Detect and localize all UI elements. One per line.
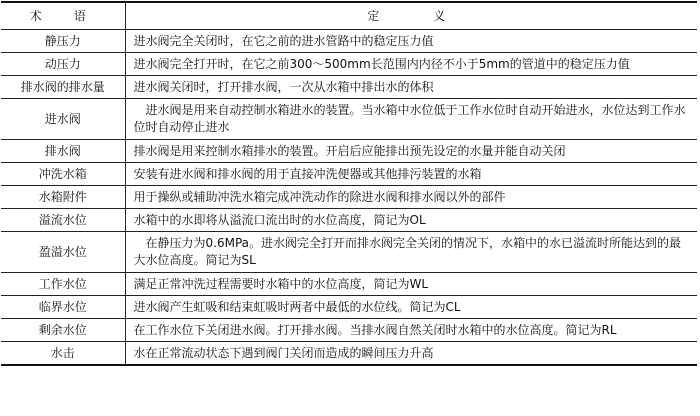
term-cell: 溢流水位	[1, 209, 125, 232]
header-term: 术 语	[1, 2, 125, 30]
table-row	[1, 163, 697, 186]
table-row	[1, 273, 697, 296]
term-cell: 水箱附件	[1, 186, 125, 209]
table-row	[1, 30, 697, 53]
header-definition: 定 义	[125, 2, 697, 30]
table-row	[1, 342, 697, 366]
definition-cell: 满足正常冲洗过程需要时水箱中的水位高度，简记为WL	[125, 273, 697, 296]
term-cell: 冲洗水箱	[1, 163, 125, 186]
term-cell: 临界水位	[1, 296, 125, 319]
term-cell: 排水阀的排水量	[1, 76, 125, 99]
table-row	[1, 209, 697, 232]
table-row	[1, 140, 697, 163]
table-row	[1, 53, 697, 76]
definition-cell: 进水阀是用来自动控制水箱进水的装置。当水箱中水位低于工作水位时自动开始进水，水位达到工作水位时自动停止进水	[125, 99, 697, 140]
table-row	[1, 232, 697, 273]
term-cell: 水击	[1, 342, 125, 366]
definition-cell: 水箱中的水即将从溢流口流出时的水位高度，简记为OL	[125, 209, 697, 232]
term-cell: 盈溢水位	[1, 232, 125, 273]
table-header-row	[1, 2, 697, 30]
term-cell: 进水阀	[1, 99, 125, 140]
table-row	[1, 319, 697, 342]
table-row	[1, 76, 697, 99]
term-cell: 动压力	[1, 53, 125, 76]
definition-cell: 进水阀关闭时，打开排水阀，一次从水箱中排出水的体积	[125, 76, 697, 99]
table-row	[1, 99, 697, 140]
definition-cell: 排水阀是用来控制水箱排水的装置。开启后应能排出预先设定的水量并能自动关闭	[125, 140, 697, 163]
definition-cell: 在静压力为0.6MPa。进水阀完全打开而排水阀完全关闭的情况下，水箱中的水已溢流时所能达到的最大水位高度。简记为SL	[125, 232, 697, 273]
term-cell: 剩余水位	[1, 319, 125, 342]
terms-table	[1, 1, 697, 366]
definition-cell: 进水阀完全关闭时，在它之前的进水管路中的稳定压力值	[125, 30, 697, 53]
definition-cell: 进水阀完全打开时，在它之前300～500mm长范围内内径不小于5mm的管道中的稳定压力值	[125, 53, 697, 76]
definition-cell: 进水阀产生虹吸和结束虹吸时两者中最低的水位线。简记为CL	[125, 296, 697, 319]
definition-cell: 水在正常流动状态下遇到阀门关闭而造成的瞬间压力升高	[125, 342, 697, 366]
definition-cell: 用于操纵或辅助冲洗水箱完成冲洗动作的除进水阀和排水阀以外的部件	[125, 186, 697, 209]
term-cell: 静压力	[1, 30, 125, 53]
table-row	[1, 186, 697, 209]
table-row	[1, 296, 697, 319]
definition-cell: 安装有进水阀和排水阀的用于直接冲洗便器或其他排污装置的水箱	[125, 163, 697, 186]
definition-cell: 在工作水位下关闭进水阀。打开排水阀。当排水阀自然关闭时水箱中的水位高度。简记为RL	[125, 319, 697, 342]
term-cell: 排水阀	[1, 140, 125, 163]
term-cell: 工作水位	[1, 273, 125, 296]
